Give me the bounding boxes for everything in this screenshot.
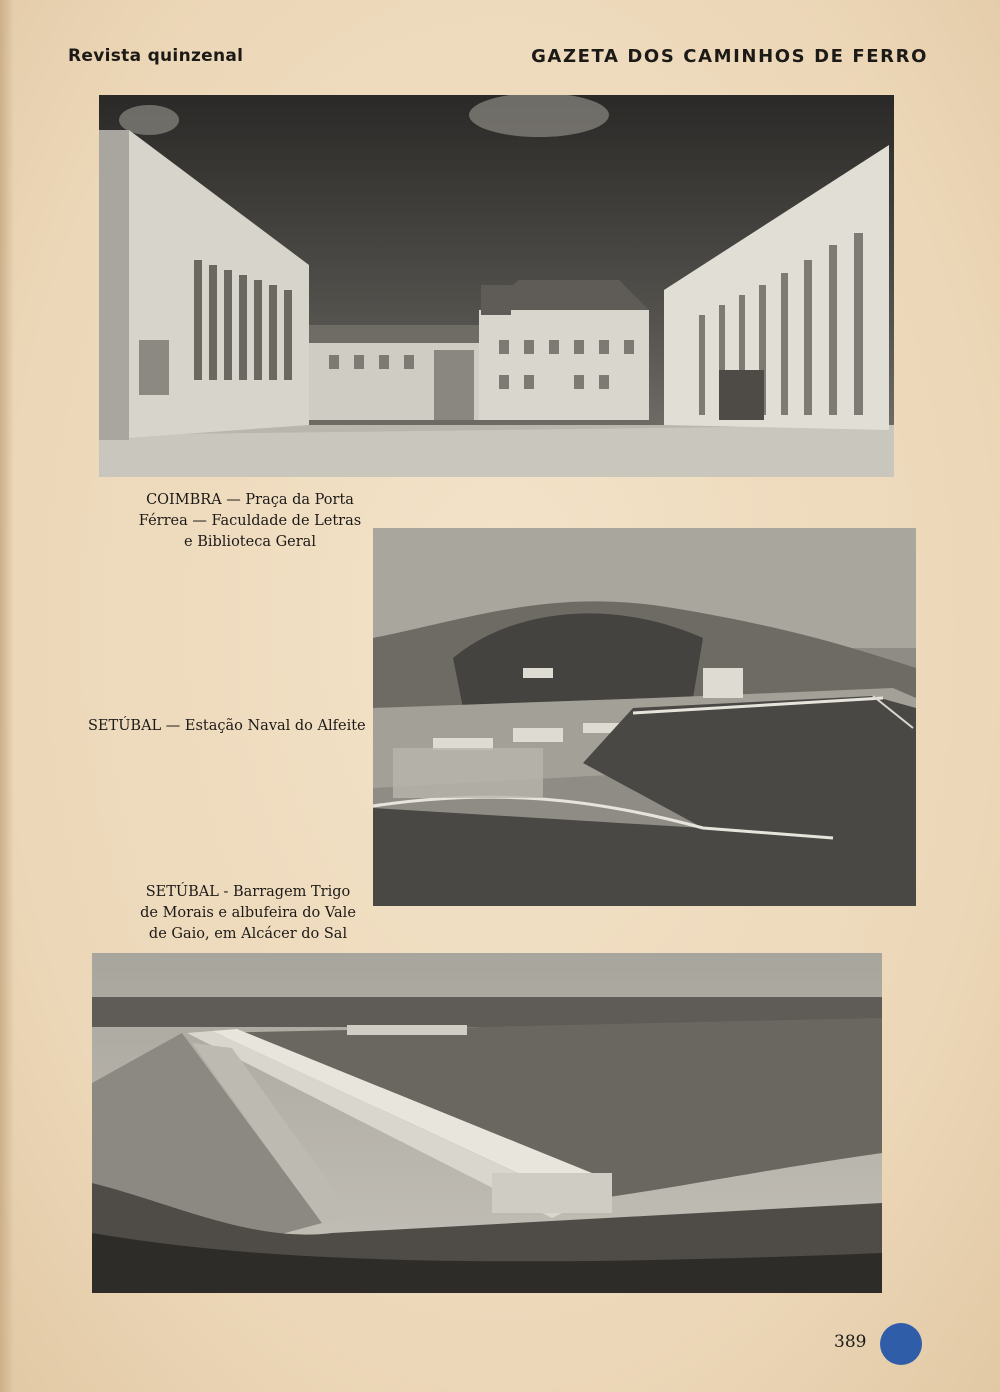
caption-line: de Gaio, em Alcácer do Sal bbox=[148, 926, 348, 942]
page-number: 389 bbox=[834, 1332, 867, 1352]
caption-line: e Biblioteca Geral bbox=[184, 534, 316, 550]
coimbra-caption bbox=[130, 490, 370, 553]
magazine-frequency: Revista quinzenal bbox=[68, 46, 244, 66]
coimbra-photo bbox=[99, 95, 894, 477]
magazine-title: GAZETA DOS CAMINHOS DE FERRO bbox=[531, 46, 928, 67]
dam-photo bbox=[92, 953, 882, 1293]
caption-line: de Morais e albufeira do Vale bbox=[140, 905, 356, 921]
alfeite-photo bbox=[373, 528, 916, 906]
caption-line: Férrea — Faculdade de Letras bbox=[138, 513, 362, 529]
caption-line: SETÚBAL - Barragem Trigo bbox=[145, 884, 351, 900]
alfeite-caption bbox=[88, 716, 366, 737]
caption-line: COIMBRA — Praça da Porta bbox=[146, 492, 354, 508]
dam-caption bbox=[128, 882, 368, 945]
page-edge-shadow bbox=[0, 0, 14, 1392]
caption-line: SETÚBAL — Estação Naval do Alfeite bbox=[88, 718, 366, 734]
library-stamp bbox=[880, 1323, 922, 1365]
